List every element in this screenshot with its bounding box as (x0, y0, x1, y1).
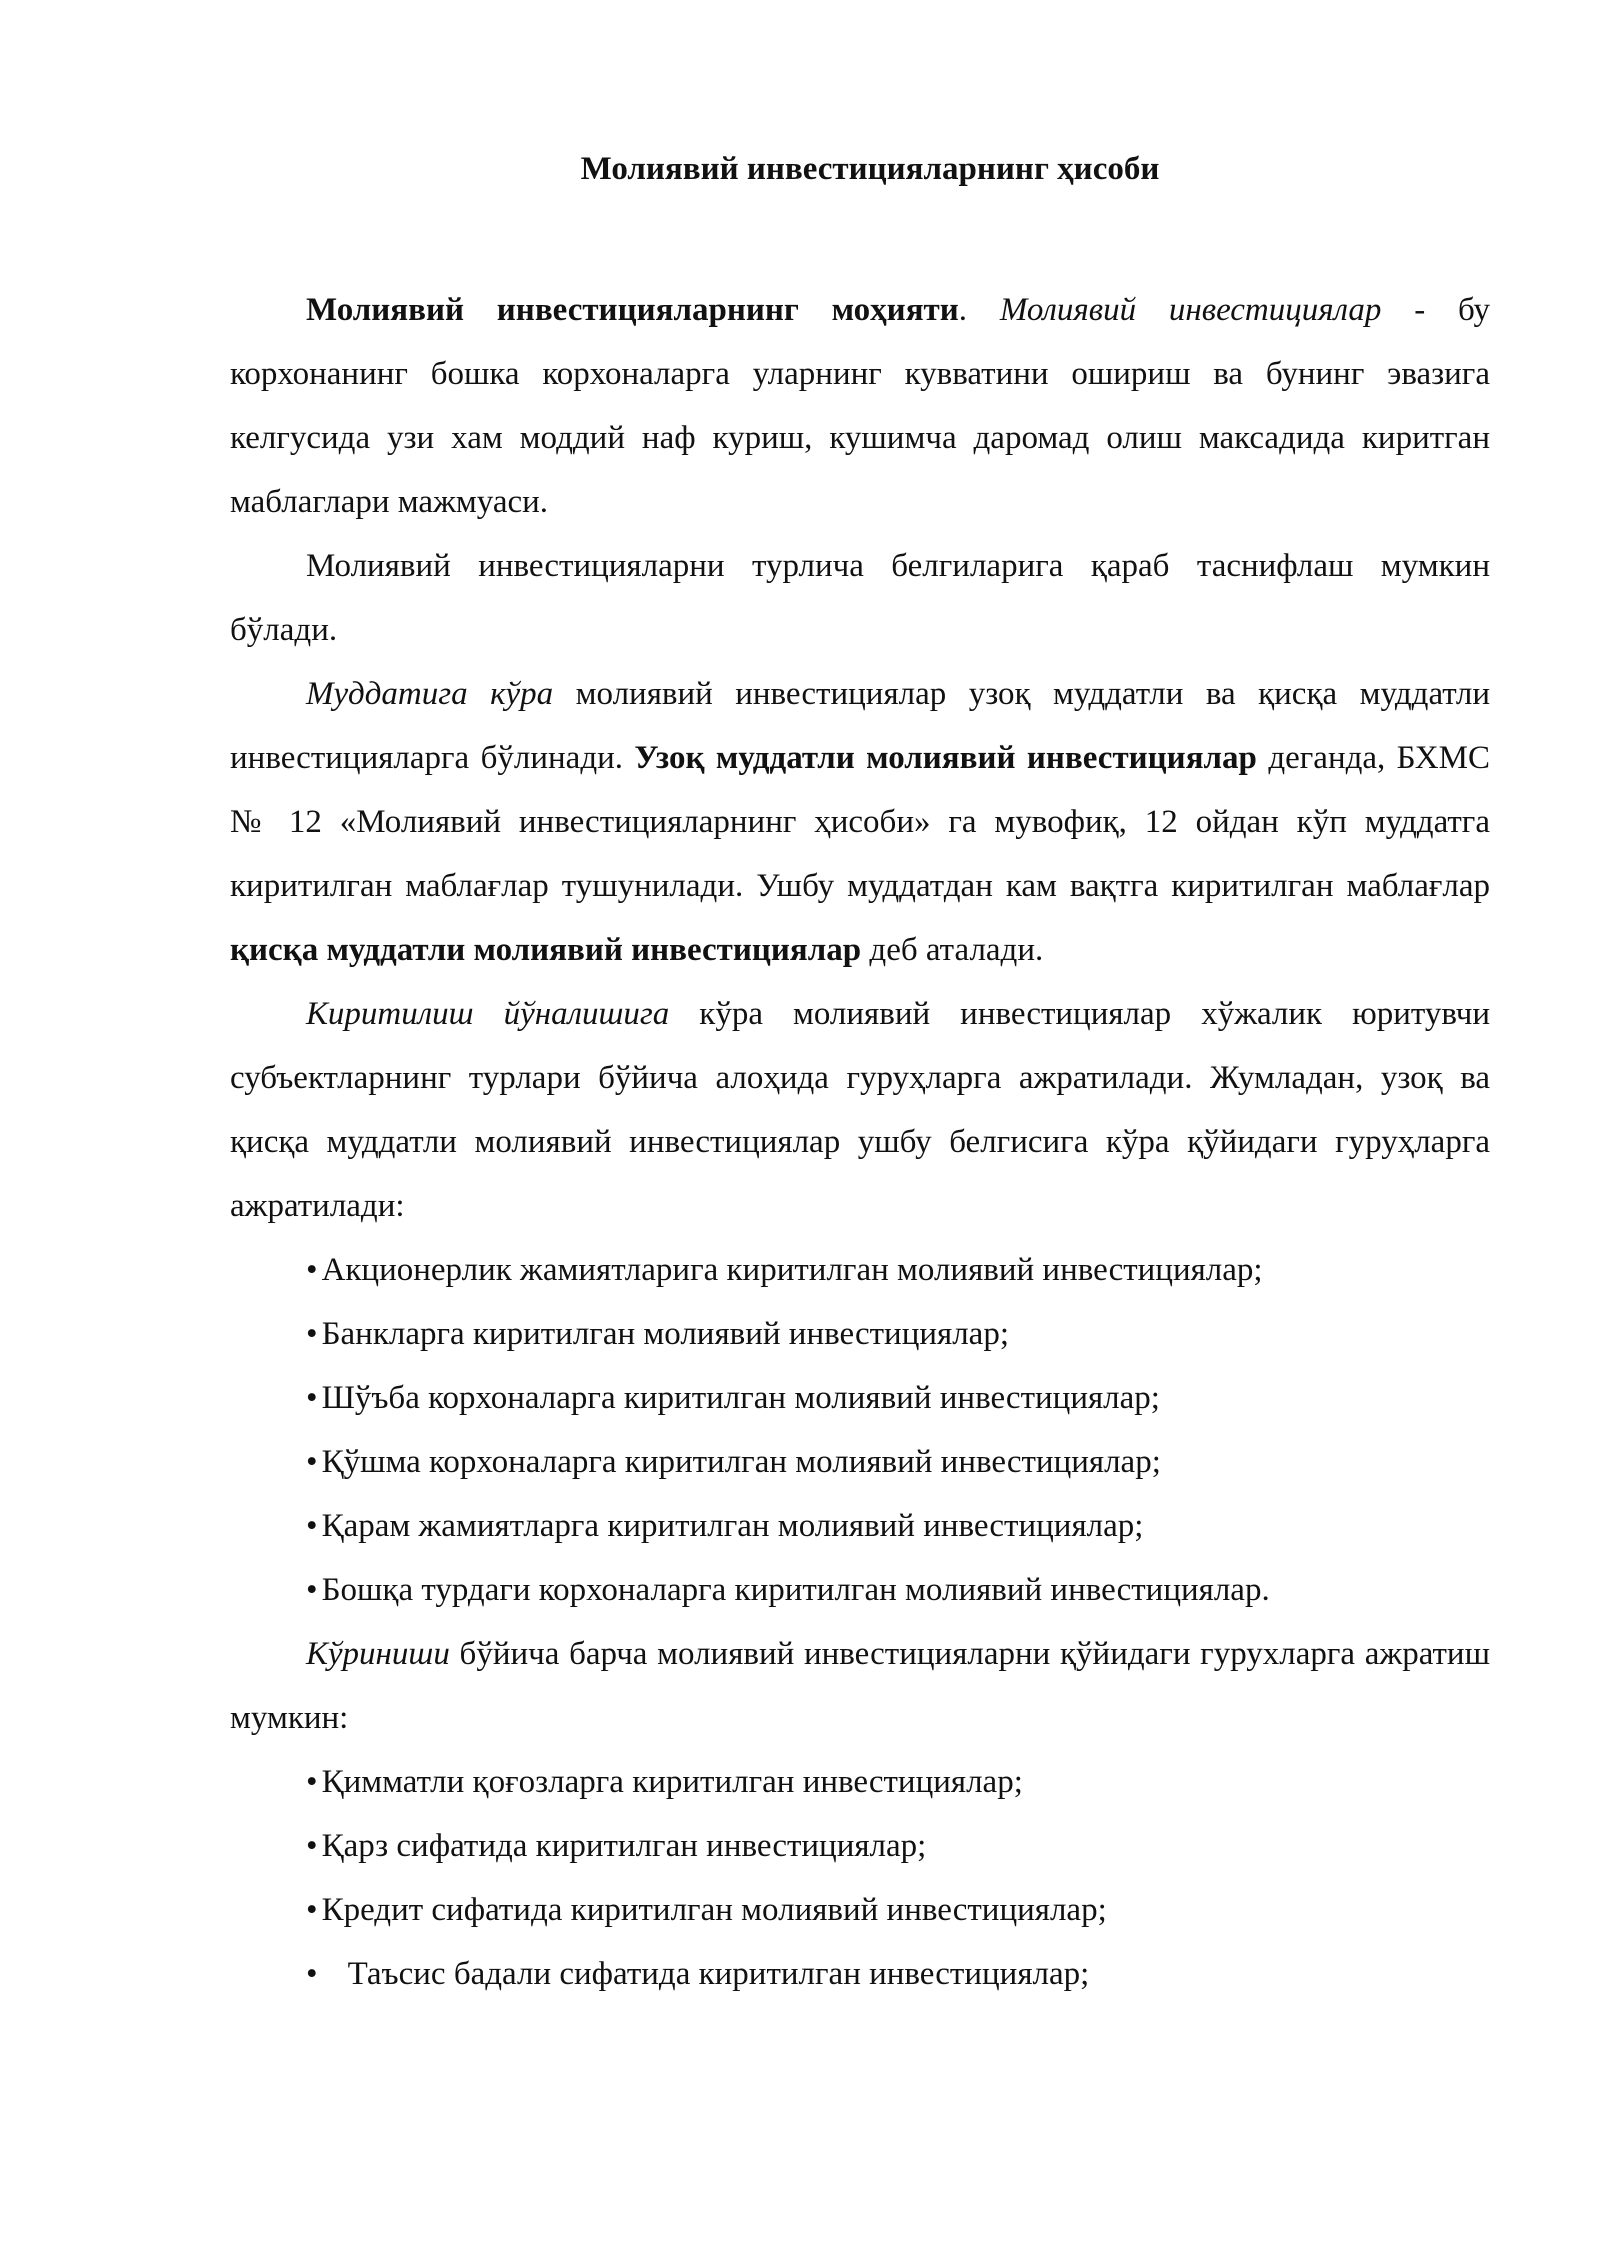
list-item: • Қарз сифатида киритилган инвестициялар; (306, 1827, 927, 1864)
bullet-icon: • (306, 1443, 318, 1480)
list-item: • Қимматли қоғозларга киритилган инвестициялар; (306, 1763, 1023, 1800)
paragraph-classification: Молиявий инвестицияларни турлича белгиларига қараб таснифлаш мумкин бўлади. (230, 547, 1490, 648)
paragraph-direction: Киритилиш йўналишига кўра молиявий инвестициялар хўжалик юритувчи субъектларнинг турлари бўйича алоҳида гуруҳларга ажратилади. Жумладан, узоқ ва қисқа муддатли молиявий инвестициялар ушбу белгисига кўра қўйидаги гуруҳларга ажратилади: (230, 995, 1490, 1224)
bullet-icon: • (306, 1891, 318, 1928)
bullet-icon: • (306, 1571, 318, 1608)
italic-term: Муддатига кўра (306, 675, 554, 712)
bullet-icon: • (306, 1251, 318, 1288)
italic-term: Кўриниши (306, 1635, 450, 1672)
bullet-icon: • (306, 1507, 318, 1544)
bullet-icon: • (306, 1315, 318, 1352)
bold-term: Узоқ муддатли молиявий инвестициялар (634, 739, 1257, 776)
list-item: • Шўъба корхоналарга киритилган молиявий инвестициялар; (306, 1379, 1160, 1416)
list-item: • Таъсис бадали сифатида киритилган инвестициялар; (306, 1955, 1090, 1992)
list-item: • Кредит сифатида киритилган молиявий инвестициялар; (306, 1891, 1107, 1928)
bold-term: қисқа муддатли молиявий инвестициялар (230, 931, 862, 968)
list-item: • Қарам жамиятларга киритилган молиявий инвестициялар; (306, 1507, 1144, 1544)
bullet-icon: • (306, 1955, 318, 1992)
bullet-list-direction (230, 1238, 1490, 1622)
bold-term: Молиявий инвестицияларнинг моҳияти (306, 291, 959, 328)
italic-term: Молиявий инвестициялар (999, 291, 1382, 328)
list-item: • Акционерлик жамиятларига киритилган молиявий инвестициялар; (306, 1251, 1263, 1288)
paragraph-type: Кўриниши бўйича барча молиявий инвестицияларни қўйидаги гурухларга ажратиш мумкин: (230, 1635, 1490, 1736)
paragraph-essence: Молиявий инвестицияларнинг моҳияти. Молиявий инвестициялар - бу корхонанинг бошка корхоналарга уларнинг кувватини ошириш ва бунинг эвазига келгусида узи хам моддий наф куриш, кушимча даромад олиш максадида киритган маблаглари мажмуаси. (230, 291, 1491, 520)
italic-term: Киритилиш йўналишига (306, 995, 670, 1032)
bullet-icon: • (306, 1379, 318, 1416)
list-item: • Банкларга киритилган молиявий инвестициялар; (306, 1315, 1009, 1352)
paragraph-term: Муддатига кўра молиявий инвестициялар узоқ муддатли ва қисқа муддатли инвестицияларга бўлинади. Узоқ муддатли молиявий инвестициялар деганда, БХМС № 12 «Молиявий инвестицияларнинг ҳисоби» га мувофиқ, 12 ойдан кўп муддатга киритилган маблағлар тушунилади. Ушбу муддатдан кам вақтга киритилган маблағлар қисқа муддатли молиявий инвестициялар деб аталади. (230, 675, 1490, 968)
page-title: Молиявий инвестицияларнинг ҳисоби (580, 151, 1160, 187)
bullet-icon: • (306, 1763, 318, 1800)
list-item: • Бошқа турдаги корхоналарга киритилган молиявий инвестициялар. (306, 1571, 1270, 1608)
bullet-icon: • (306, 1827, 318, 1864)
list-item: • Қўшма корхоналарга киритилган молиявий инвестициялар; (306, 1443, 1161, 1480)
bullet-list-type (230, 1750, 1490, 2006)
